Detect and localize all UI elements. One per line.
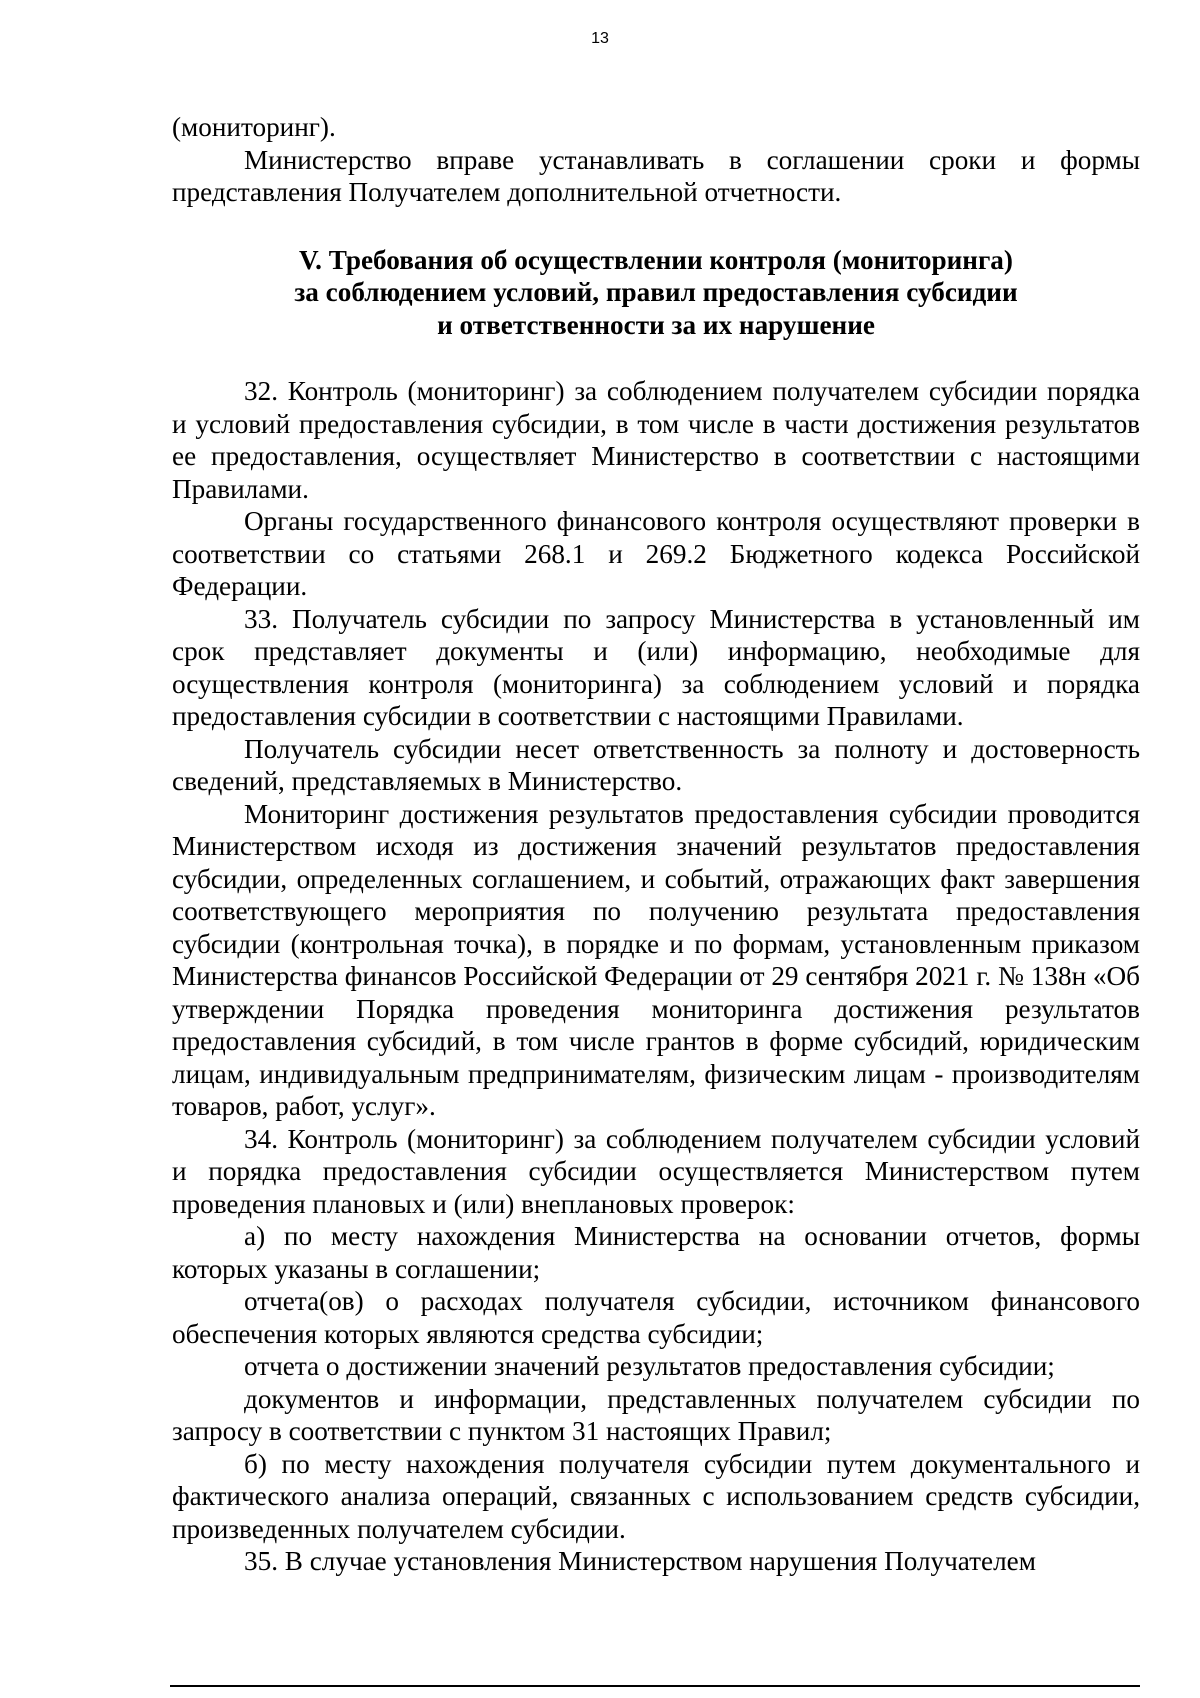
paragraph: (мониторинг). bbox=[172, 112, 336, 142]
list-item: документов и информации, представленных получателем субсидии по запросу в соответствии с пунктом 31 настоящих Правил; bbox=[172, 1383, 1140, 1446]
list-item: б) по месту нахождения получателя субсидии путем документального и фактического анализа операций, связанных с использованием средств субсидии, произведенных получателем субсидии. bbox=[172, 1448, 1140, 1544]
paragraph: Мониторинг достижения результатов предоставления субсидии проводится Министерством исходя из достижения значений результатов предоставления субсидии, определенных соглашением, и событий, отражающих факт завершения соответствующего мероприятия по получению результата предоставления субсидии (контрольная точка), в порядке и по формам, установленным приказом Министерства финансов Российской Федерации от 29 сентября 2021 г. № 138н «Об утверждении Порядка проведения мониторинга достижения результатов предоставления субсидий, в том числе грантов в форме субсидий, юридическим лицам, индивидуальным предпринимателям, физическим лицам - производителям товаров, работ, услуг». bbox=[172, 798, 1140, 1121]
paragraph-34: 34. Контроль (мониторинг) за соблюдением получателем субсидии условий и порядка предоставления субсидии осуществляется Министерством путем проведения плановых и (или) внеплановых проверок: bbox=[172, 1123, 1140, 1219]
page-number: 13 bbox=[591, 30, 609, 47]
paragraph: Получатель субсидии несет ответственность за полноту и достоверность сведений, представляемых в Министерство. bbox=[172, 733, 1140, 796]
list-item: отчета(ов) о расходах получателя субсидии, источником финансового обеспечения которых являются средства субсидии; bbox=[172, 1286, 1140, 1349]
section-title-line: за соблюдением условий, правил предоставления субсидии bbox=[294, 277, 1018, 307]
section-title-line: и ответственности за их нарушение bbox=[437, 309, 875, 340]
section-title-line: V. Требования об осуществлении контроля (мониторинга) bbox=[299, 244, 1013, 275]
paragraph: Министерство вправе устанавливать в соглашении сроки и формы представления Получателем дополнительной отчетности. bbox=[172, 144, 1140, 207]
list-item: отчета о достижении значений результатов предоставления субсидии; bbox=[244, 1351, 1055, 1381]
list-item: а) по месту нахождения Министерства на основании отчетов, формы которых указаны в соглашении; bbox=[172, 1221, 1140, 1284]
paragraph-33: 33. Получатель субсидии по запросу Министерства в установленный им срок представляет документы и (или) информацию, необходимые для осуществления контроля (мониторинга) за соблюдением условий и порядка предоставления субсидии в соответствии с настоящими Правилами. bbox=[172, 603, 1140, 731]
page-bottom-rule bbox=[170, 1685, 1140, 1687]
paragraph-35: 35. В случае установления Министерством нарушения Получателем bbox=[244, 1546, 1036, 1576]
section-title bbox=[172, 244, 1140, 342]
paragraph-32: 32. Контроль (мониторинг) за соблюдением получателем субсидии порядка и условий предоставления субсидии, в том числе в части достижения результатов ее предоставления, осуществляет Министерство в соответствии с настоящими Правилами. bbox=[172, 376, 1140, 504]
paragraph: Органы государственного финансового контроля осуществляют проверки в соответствии со статьями 268.1 и 269.2 Бюджетного кодекса Российской Федерации. bbox=[172, 506, 1140, 601]
document-body bbox=[172, 111, 1140, 1578]
